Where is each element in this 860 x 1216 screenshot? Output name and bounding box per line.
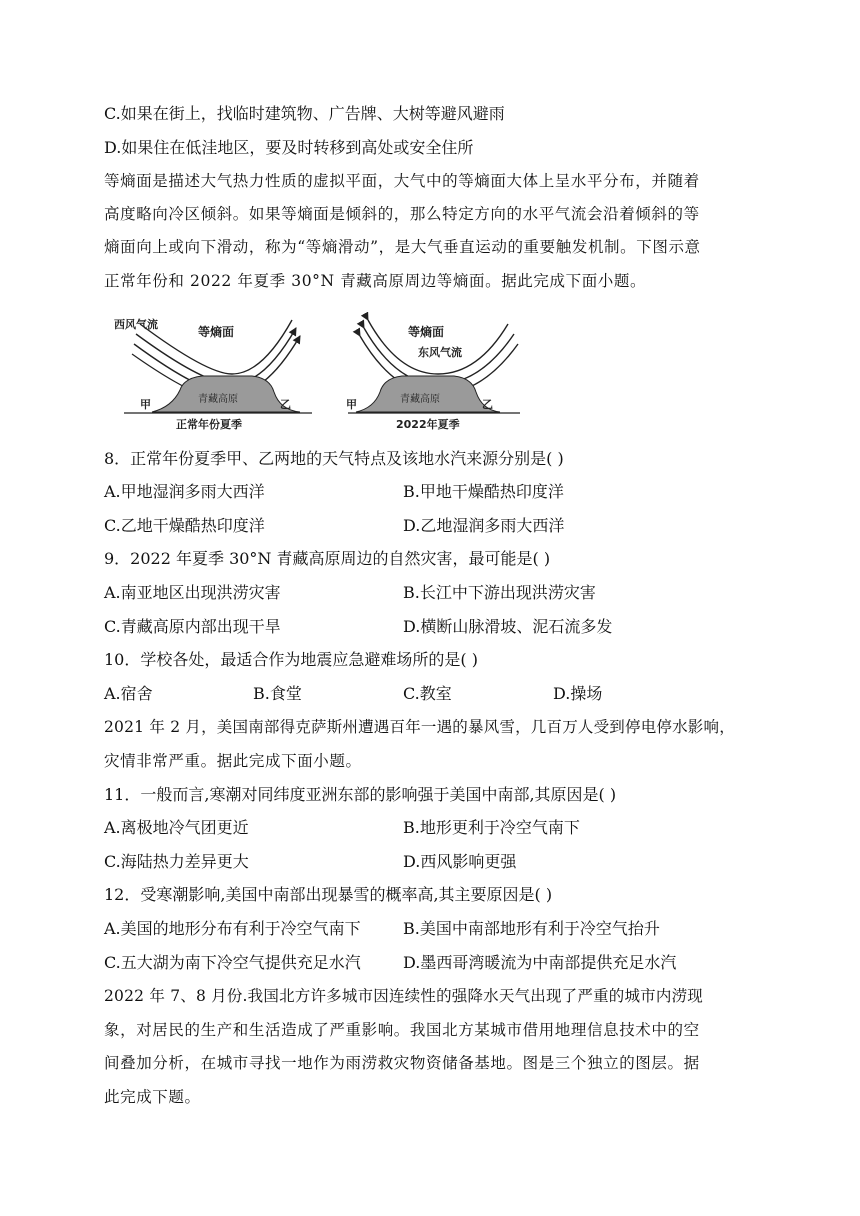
question-11-option-a[interactable]: A.离极地冷气团更近 xyxy=(104,818,249,837)
jia-label: 甲 xyxy=(140,398,151,411)
jia-label: 甲 xyxy=(346,398,357,411)
question-9-option-a[interactable]: A.南亚地区出现洪涝灾害 xyxy=(104,583,281,602)
question-12-stem: 12．受寒潮影响,美国中南部出现暴雪的概率高,其主要原因是( ) xyxy=(104,885,553,904)
normal-year-caption: 正常年份夏季 xyxy=(176,418,242,430)
question-11-stem: 11．一般而言,寒潮对同纬度亚洲东部的影响强于美国中南部,其原因是( ) xyxy=(104,785,617,804)
question-12-option-c[interactable]: C.五大湖为南下冷空气提供充足水汽 xyxy=(104,953,361,972)
question-8-stem: 8．正常年份夏季甲、乙两地的天气特点及该地水汽来源分别是( ) xyxy=(104,449,564,468)
west-wind-label: 西风气流 xyxy=(114,318,158,331)
question-11-option-b[interactable]: B.地形更利于冷空气南下 xyxy=(403,818,580,837)
passage1-line: 熵面向上或向下滑动，称为“等熵滑动”，是大气垂直运动的重要触发机制。下图示意 xyxy=(104,238,701,256)
question-9-stem: 9．2022 年夏季 30°N 青藏高原周边的自然灾害，最可能是( ) xyxy=(104,549,551,568)
passage3-line: 此完成下题。 xyxy=(104,1088,201,1106)
plateau-label: 青藏高原 xyxy=(400,394,440,405)
question-10-option-a[interactable]: A.宿舍 xyxy=(104,684,153,703)
passage1-line: 正常年份和 2022 年夏季 30°N 青藏高原周边等熵面。据此完成下面小题。 xyxy=(104,272,647,290)
passage3-line: 象，对居民的生产和生活造成了严重影响。我国北方某城市借用地理信息技术中的空 xyxy=(104,1021,700,1039)
question-9-option-d[interactable]: D.横断山脉滑坡、泥石流多发 xyxy=(403,617,613,636)
question-10-option-b[interactable]: B.食堂 xyxy=(253,684,302,703)
passage1-line: 高度略向冷区倾斜。如果等熵面是倾斜的，那么特定方向的水平气流会沿着倾斜的等 xyxy=(104,205,700,223)
yi-label: 乙 xyxy=(280,398,291,411)
question-10-option-d[interactable]: D.操场 xyxy=(553,684,603,703)
isentropic-label: 等熵面 xyxy=(198,325,235,339)
passage3-line: 2022 年 7、8 月份.我国北方许多城市因连续性的强降水天气出现了严重的城市内涝现 xyxy=(104,987,703,1005)
question-8-option-d[interactable]: D.乙地湿润多雨大西洋 xyxy=(403,516,565,535)
question-9-option-c[interactable]: C.青藏高原内部出现干旱 xyxy=(104,617,281,636)
isentropic-label: 等熵面 xyxy=(408,325,445,339)
passage1-line: 等熵面是描述大气热力性质的虚拟平面，大气中的等熵面大体上呈水平分布，并随着 xyxy=(104,172,700,190)
east-wind-label: 东风气流 xyxy=(418,346,462,359)
question-12-option-a[interactable]: A.美国的地形分布有利于冷空气南下 xyxy=(104,919,361,938)
question-8-option-b[interactable]: B.甲地干燥酷热印度洋 xyxy=(403,482,564,501)
question-9-option-b[interactable]: B.长江中下游出现洪涝灾害 xyxy=(403,583,596,602)
passage2-line: 灾情非常严重。据此完成下面小题。 xyxy=(104,752,362,770)
year-2022-panel xyxy=(346,320,520,430)
normal-year-panel xyxy=(114,317,312,430)
year-2022-caption: 2022年夏季 xyxy=(396,418,460,430)
question-10-option-c[interactable]: C.教室 xyxy=(403,684,452,703)
passage3-line: 间叠加分析，在城市寻找一地作为雨涝救灾物资储备基地。图是三个独立的图层。据 xyxy=(104,1054,700,1072)
isentropic-figure xyxy=(112,312,522,430)
question-12-option-d[interactable]: D.墨西哥湾暖流为中南部提供充足水汽 xyxy=(403,953,677,972)
option-c-text: C.如果在街上，找临时建筑物、广告牌、大树等避风避雨 xyxy=(104,104,505,123)
question-12-option-b[interactable]: B.美国中南部地形有利于冷空气抬升 xyxy=(403,919,660,938)
option-d-text: D.如果住在低洼地区，要及时转移到高处或安全住所 xyxy=(104,138,474,157)
plateau-label: 青藏高原 xyxy=(198,394,238,405)
question-11-option-d[interactable]: D.西风影响更强 xyxy=(403,852,517,871)
question-11-option-c[interactable]: C.海陆热力差异更大 xyxy=(104,852,249,871)
passage2-line: 2021 年 2 月，美国南部得克萨斯州遭遇百年一遇的暴风雪，几百万人受到停电停水影响， xyxy=(104,718,735,736)
yi-label: 乙 xyxy=(482,398,493,411)
question-8-option-a[interactable]: A.甲地湿润多雨大西洋 xyxy=(104,482,265,501)
question-10-stem: 10．学校各处，最适合作为地震应急避难场所的是( ) xyxy=(104,650,478,669)
question-8-option-c[interactable]: C.乙地干燥酷热印度洋 xyxy=(104,516,265,535)
